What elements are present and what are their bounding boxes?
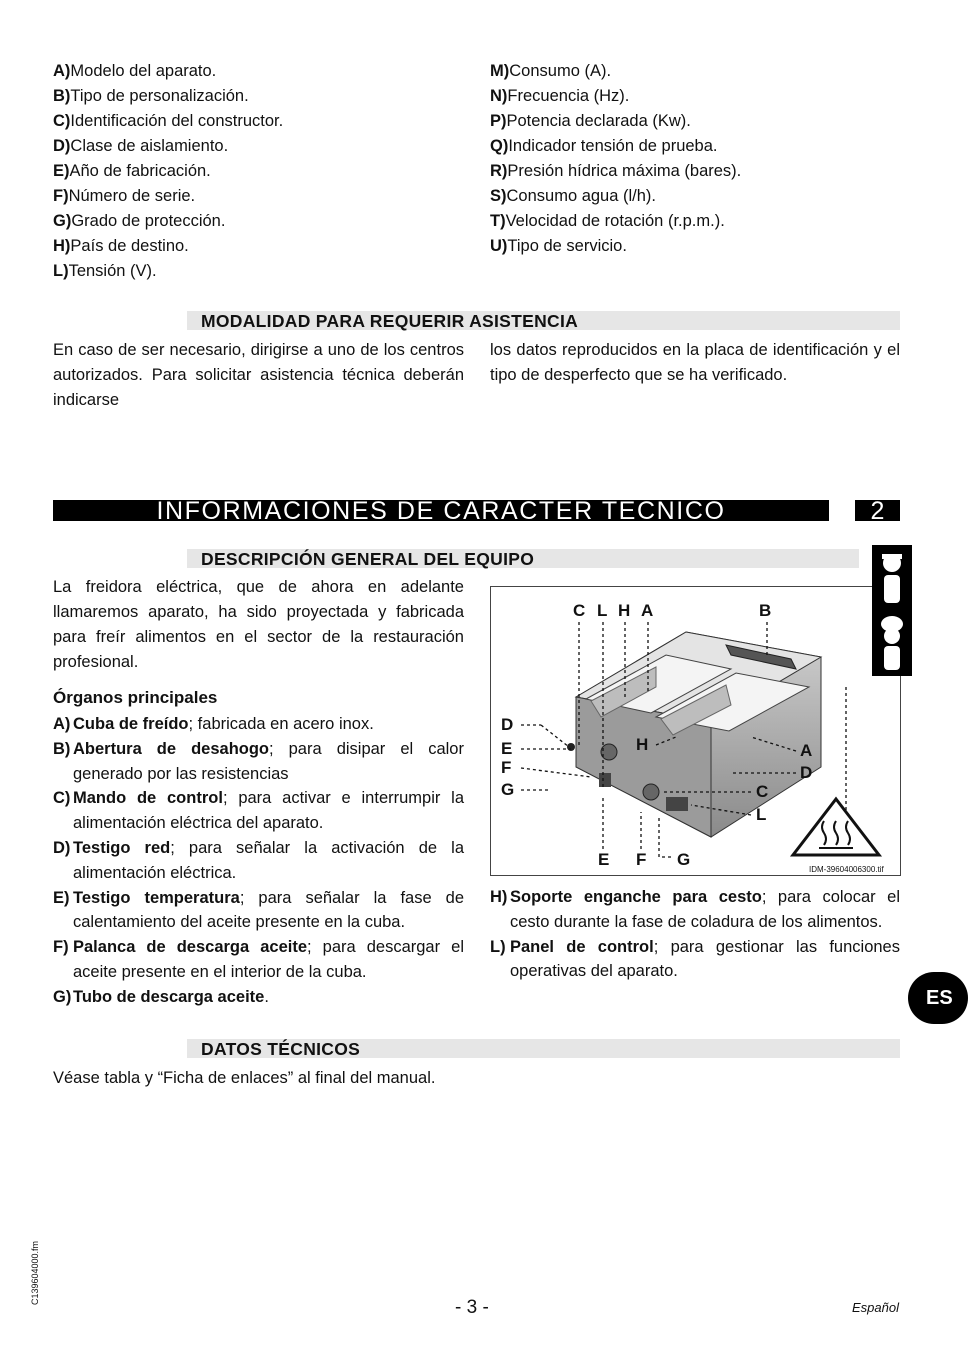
fryer-drawing — [491, 587, 900, 875]
fig-label-bottom-g: G — [677, 850, 691, 869]
organ-item: H) Soporte enganche para cesto; para colocar el cesto durante la fase de coladura de los alimentos. — [490, 888, 900, 931]
fig-label-left-g: G — [501, 780, 515, 799]
plate-field: N)Frecuencia (Hz). — [490, 87, 630, 105]
organ-item: C) Mando de control; para activar e interrumpir la alimentación eléctrica del aparato. — [53, 789, 465, 833]
organ-item: D) Testigo red; para señalar la activación de la alimentación eléctrica. — [53, 838, 464, 882]
page-number: - 3 - — [455, 1297, 489, 1318]
plate-field: S)Consumo agua (l/h). — [490, 187, 656, 205]
fig-label-left-f: F — [501, 758, 512, 777]
plate-field: M)Consumo (A). — [490, 62, 612, 80]
organ-item: L) Panel de control; para gestionar las funciones operativas del aparato. — [490, 937, 900, 981]
fig-label-top-l: L — [597, 601, 608, 620]
tech-data-heading: DATOS TÉCNICOS — [187, 1039, 900, 1058]
installer-tab — [872, 545, 912, 612]
fig-label-top-c: C — [573, 601, 586, 620]
tech-data-text: Véase tabla y “Ficha de enlaces” al final del manual. — [53, 1069, 436, 1087]
fig-label-right-c: C — [756, 782, 769, 801]
user-tab — [872, 612, 912, 676]
plate-field: H)País de destino. — [53, 237, 189, 255]
plate-field: P)Potencia declarada (Kw). — [490, 112, 691, 130]
fig-label-mid-h: H — [636, 735, 649, 754]
fig-label-top-b: B — [759, 601, 772, 620]
fryer-figure — [490, 586, 901, 876]
assistance-text-right: los datos reproducidos en la placa de identificación y el tipo de desperfecto que se ha verificado. — [490, 341, 900, 384]
plate-field: A)Modelo del aparato. — [53, 62, 217, 80]
plate-field: Q)Indicador tensión de prueba. — [490, 137, 718, 155]
footer-language: Español — [852, 1300, 899, 1315]
organ-item: B) Abertura de desahogo; para disipar el calor generado por las resistencias — [53, 739, 464, 783]
chapter-title: INFORMACIONES DE CARACTER TECNICO — [53, 500, 829, 521]
assistance-text-left: En caso de ser necesario, dirigirse a uno de los centros autorizados. Para solicitar asistencia técnica deberán indicarse — [53, 341, 464, 409]
installer-icon — [872, 545, 912, 612]
figure-id: IDM-39604006300.tif — [809, 865, 884, 874]
file-code: C139604000.fm — [30, 1240, 40, 1305]
language-tab: ES — [908, 972, 968, 1024]
fig-label-right-d: D — [800, 763, 813, 782]
organs-heading: Órganos principales — [53, 688, 218, 707]
plate-field: G)Grado de protección. — [53, 212, 226, 230]
plate-field: L)Tensión (V). — [53, 262, 157, 280]
plate-field: E)Año de fabricación. — [53, 162, 211, 180]
plate-field: U)Tipo de servicio. — [490, 237, 627, 255]
assistance-heading: MODALIDAD PARA REQUERIR ASISTENCIA — [187, 311, 900, 330]
plate-field: R)Presión hídrica máxima (bares). — [490, 162, 742, 180]
fig-label-top-h: H — [618, 601, 631, 620]
description-intro: La freidora eléctrica, que de ahora en adelante llamaremos aparato, ha sido proyectada y fabricada para freír alimentos en el sector de la restauración profesional. — [53, 578, 464, 671]
plate-field: D)Clase de aislamiento. — [53, 137, 229, 155]
hot-surface-warning-icon — [793, 799, 879, 855]
fig-label-top-a: A — [641, 601, 654, 620]
plate-field: F)Número de serie. — [53, 187, 196, 205]
chapter-number: 2 — [855, 500, 900, 521]
fig-label-left-e: E — [501, 739, 513, 758]
plate-field: B)Tipo de personalización. — [53, 87, 249, 105]
organ-item: A) Cuba de freído; fabricada en acero inox. — [53, 715, 374, 733]
fig-label-bottom-e: E — [598, 850, 610, 869]
plate-field: T)Velocidad de rotación (r.p.m.). — [490, 212, 725, 230]
organ-item: F) Palanca de descarga aceite; para descargar el aceite presente en el interior de la cuba. — [53, 938, 464, 981]
fig-label-right-a: A — [800, 741, 813, 760]
fig-label-right-l: L — [756, 805, 767, 824]
fig-label-left-d: D — [501, 715, 514, 734]
fig-label-bottom-f: F — [636, 850, 647, 869]
description-heading: DESCRIPCIÓN GENERAL DEL EQUIPO — [187, 549, 859, 568]
chef-icon — [872, 612, 912, 676]
plate-field: C)Identificación del constructor. — [53, 112, 284, 130]
organ-item: E) Testigo temperatura; para señalar la fase de calentamiento del aceite presente en la cuba. — [53, 888, 464, 932]
organ-item: G) Tubo de descarga aceite. — [53, 987, 269, 1006]
